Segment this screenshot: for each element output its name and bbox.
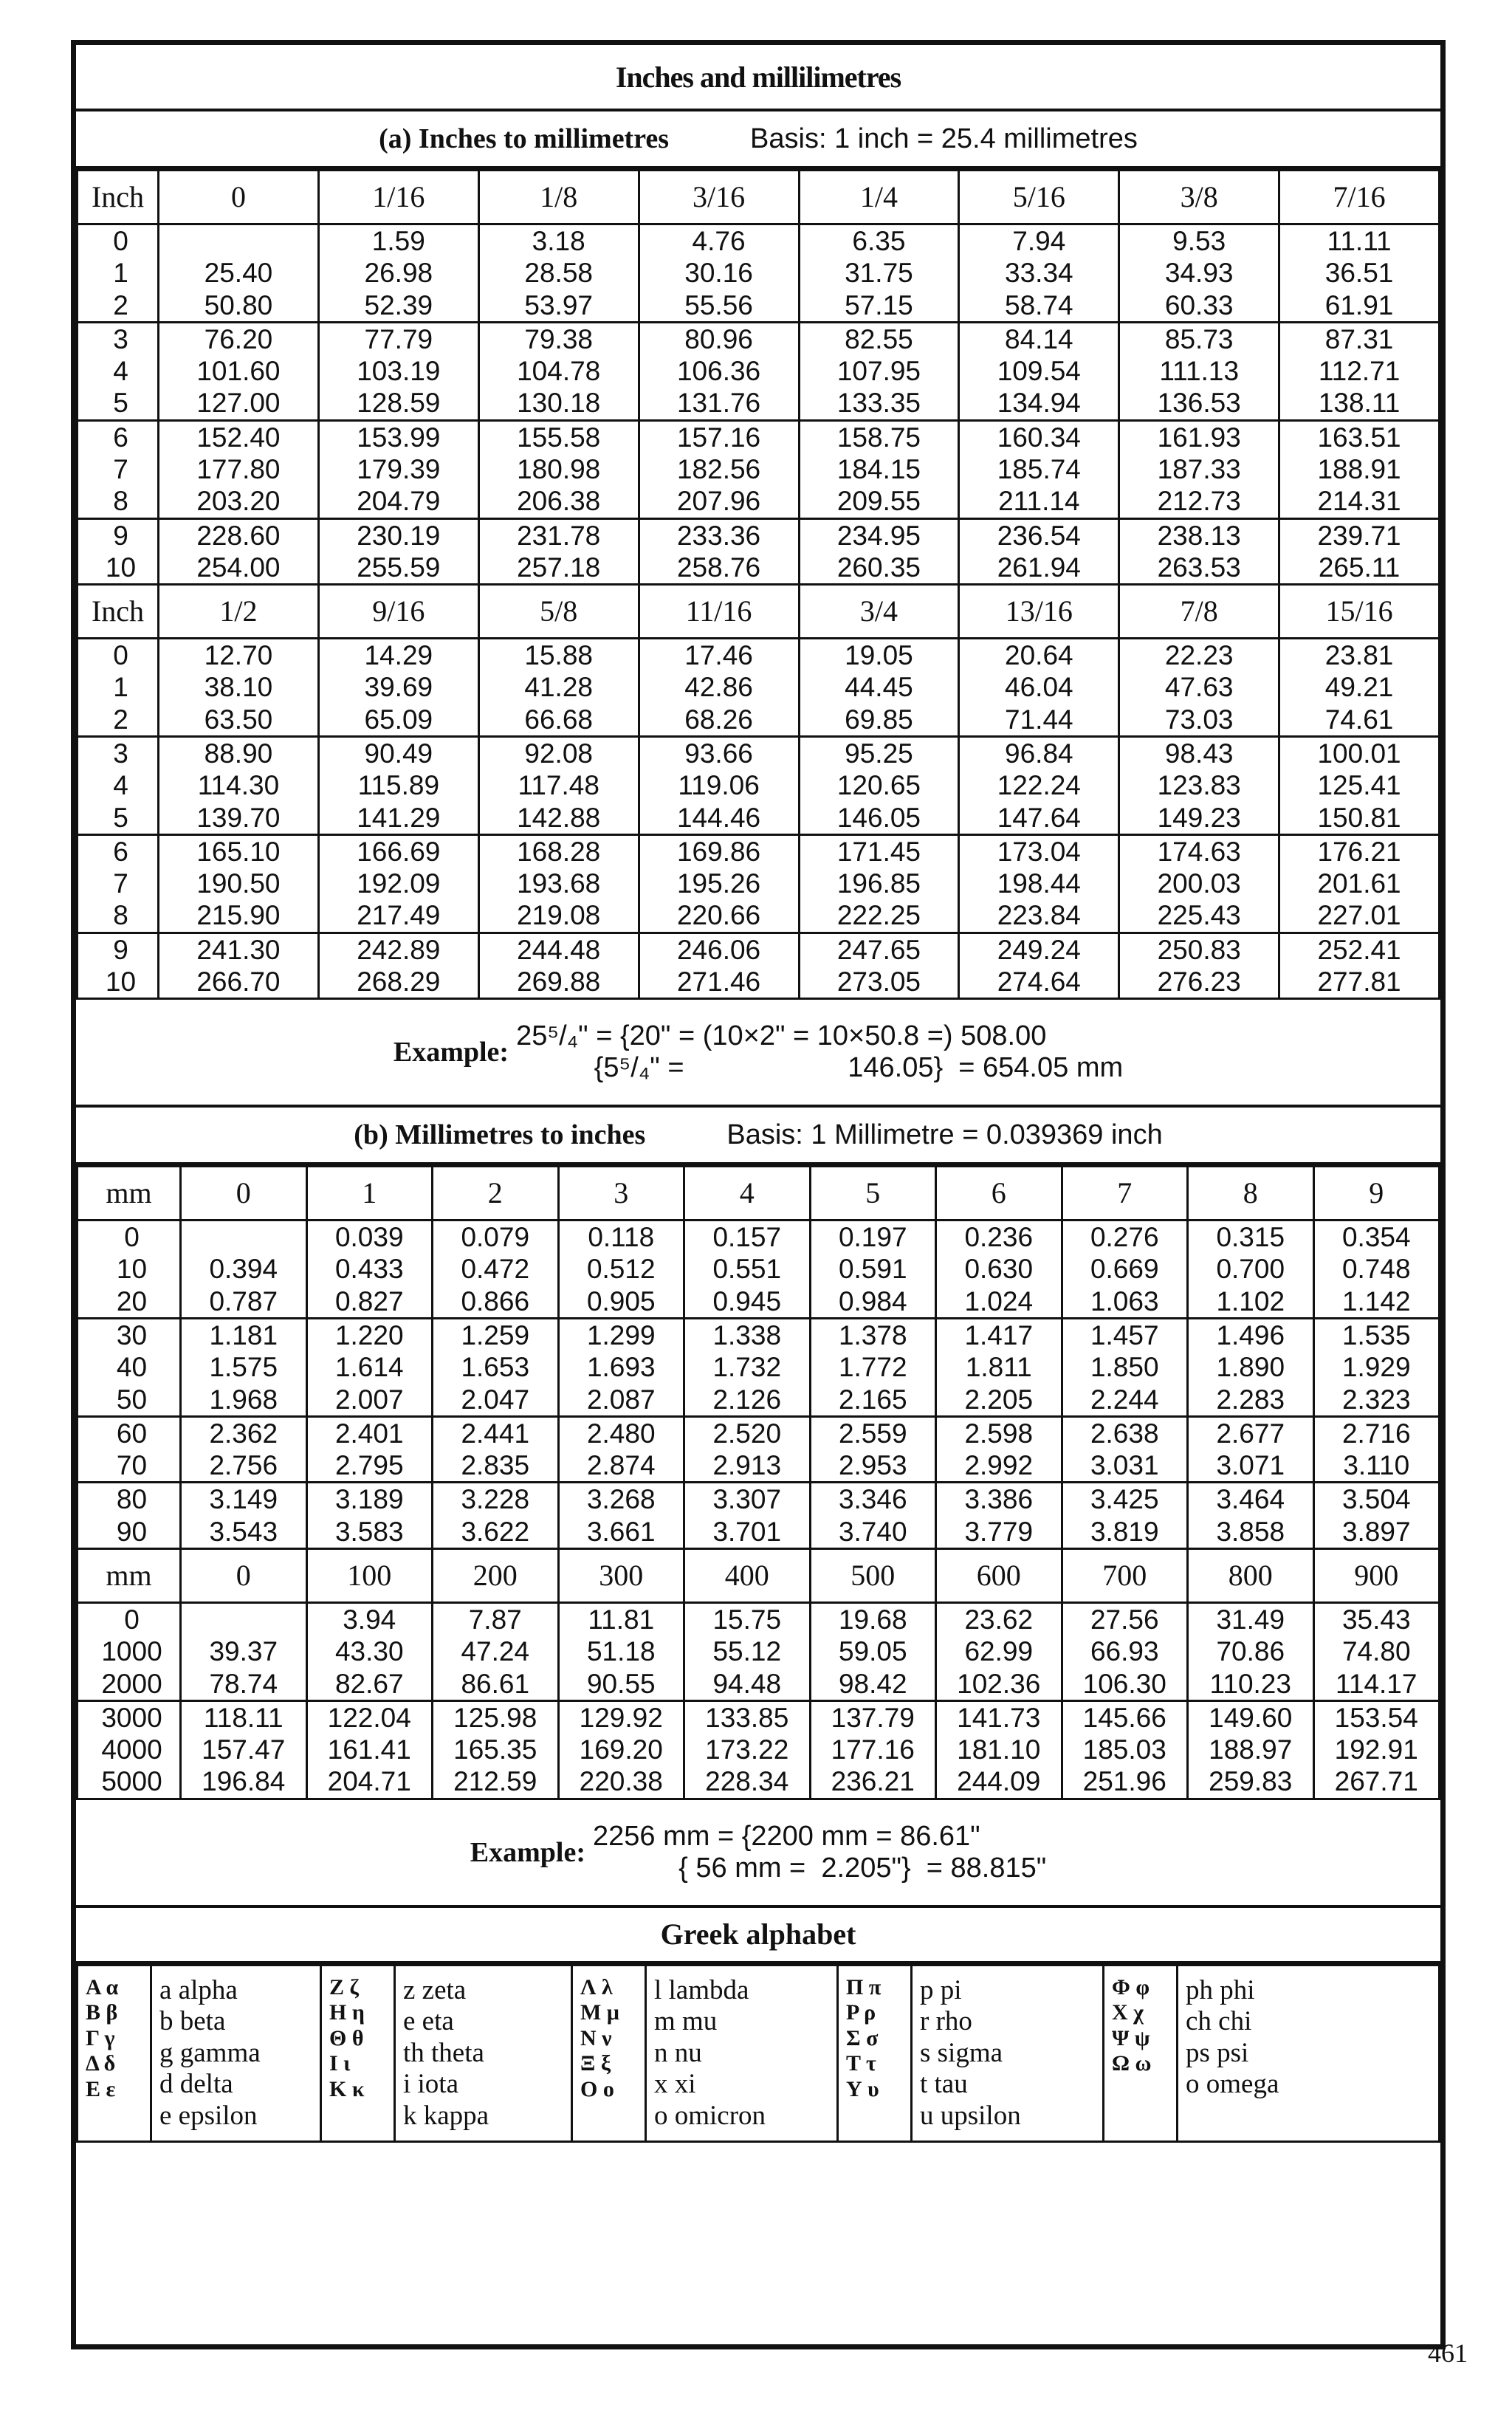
value-cell: 0.039 0.433 0.827 — [306, 1221, 433, 1319]
column-header: 9 — [1313, 1167, 1440, 1221]
column-header: 0 — [159, 171, 319, 224]
value-cell: 77.79 103.19 128.59 — [318, 322, 478, 420]
value-cell: 239.71 265.11 — [1279, 518, 1440, 585]
value-cell: 161.93 187.33 212.73 — [1119, 420, 1279, 518]
value-cell: 242.89 268.29 — [318, 933, 478, 999]
value-cell: 85.73 111.13 136.53 — [1119, 322, 1279, 420]
column-header: 7/8 — [1119, 585, 1279, 639]
column-header: 7 — [1062, 1167, 1188, 1221]
section-b-label: (b) Millimetres to inches — [354, 1119, 646, 1151]
table-row — [78, 322, 1440, 420]
value-cell: 84.14 109.54 134.94 — [959, 322, 1119, 420]
value-cell: 250.83 276.23 — [1119, 933, 1279, 999]
value-cell: 234.95 260.35 — [799, 518, 959, 585]
table-row — [78, 834, 1440, 933]
value-cell: 244.48 269.88 — [478, 933, 639, 999]
value-cell: 1.59 26.98 52.39 — [318, 224, 478, 323]
value-cell: 2.520 2.913 — [684, 1416, 811, 1483]
table-header-row — [78, 585, 1440, 639]
value-cell: 118.11 157.47 196.84 — [181, 1700, 307, 1799]
value-cell: 2.441 2.835 — [433, 1416, 559, 1483]
value-cell: 176.21 201.61 227.01 — [1279, 834, 1440, 933]
greek-symbols: Π π Ρ ρ Σ σ Τ τ Υ υ — [838, 1965, 912, 2142]
value-cell: 163.51 188.91 214.31 — [1279, 420, 1440, 518]
greek-alphabet-title: Greek alphabet — [76, 1908, 1440, 1964]
value-cell: 87.31 112.71 138.11 — [1279, 322, 1440, 420]
value-cell: 129.92 169.20 220.38 — [558, 1700, 684, 1799]
column-header: 300 — [558, 1549, 684, 1603]
inches-to-mm-table-1 — [76, 169, 1440, 586]
table-row — [78, 420, 1440, 518]
table-row — [78, 1319, 1440, 1417]
column-header: 1 — [306, 1167, 433, 1221]
column-header: 5 — [810, 1167, 936, 1221]
value-cell: 14.29 39.69 65.09 — [318, 639, 478, 737]
value-cell: 3.18 28.58 53.97 — [478, 224, 639, 323]
value-cell: 3.346 3.740 — [810, 1483, 936, 1549]
column-header: 1/8 — [478, 171, 639, 224]
page-title: Inches and millilimetres — [76, 45, 1440, 111]
column-header: 3/16 — [639, 171, 799, 224]
value-cell: 11.81 51.18 90.55 — [558, 1603, 684, 1701]
value-cell: 125.98 165.35 212.59 — [433, 1700, 559, 1799]
row-label-cell: 9 10 — [78, 933, 159, 999]
value-cell: 100.01 125.41 150.81 — [1279, 736, 1440, 834]
table-row — [78, 1221, 1440, 1319]
value-cell: 0.157 0.551 0.945 — [684, 1221, 811, 1319]
value-cell: 7.87 47.24 86.61 — [433, 1603, 559, 1701]
section-a-header — [76, 111, 1440, 169]
greek-names: p pi r rho s sigma t tau u upsilon — [912, 1965, 1104, 2142]
value-cell: 12.70 38.10 63.50 — [159, 639, 319, 737]
value-cell: 145.66 185.03 251.96 — [1062, 1700, 1188, 1799]
value-cell: 1.338 1.732 2.126 — [684, 1319, 811, 1417]
greek-alphabet-table — [76, 1964, 1440, 2143]
value-cell: 19.68 59.05 98.42 — [810, 1603, 936, 1701]
value-cell: 3.189 3.583 — [306, 1483, 433, 1549]
greek-row — [78, 1965, 1440, 2142]
value-cell: 19.05 44.45 69.85 — [799, 639, 959, 737]
value-cell: 233.36 258.76 — [639, 518, 799, 585]
value-cell: 90.49 115.89 141.29 — [318, 736, 478, 834]
value-cell: 2.362 2.756 — [181, 1416, 307, 1483]
table-header-row — [78, 171, 1440, 224]
value-cell: 153.54 192.91 267.71 — [1313, 1700, 1440, 1799]
value-cell: 168.28 193.68 219.08 — [478, 834, 639, 933]
table-row — [78, 1603, 1440, 1701]
value-cell: 25.40 50.80 — [159, 224, 319, 323]
value-cell: 252.41 277.81 — [1279, 933, 1440, 999]
section-b-basis: Basis: 1 Millimetre = 0.039369 inch — [726, 1119, 1163, 1150]
section-a-example — [76, 1000, 1440, 1108]
value-cell: 15.75 55.12 94.48 — [684, 1603, 811, 1701]
value-cell: 0.118 0.512 0.905 — [558, 1221, 684, 1319]
table-row — [78, 1700, 1440, 1799]
value-cell: 133.85 173.22 228.34 — [684, 1700, 811, 1799]
table-header-row — [78, 1167, 1440, 1221]
row-label-cell: 3 4 5 — [78, 322, 159, 420]
section-a-label: (a) Inches to millimetres — [379, 123, 670, 154]
value-cell: 31.49 70.86 110.23 — [1188, 1603, 1314, 1701]
value-cell: 1.535 1.929 2.323 — [1313, 1319, 1440, 1417]
column-header: 400 — [684, 1549, 811, 1603]
greek-names: a alpha b beta g gamma d delta e epsilon — [151, 1965, 321, 2142]
column-header: 15/16 — [1279, 585, 1440, 639]
section-b-example — [76, 1800, 1440, 1908]
value-cell: 174.63 200.03 225.43 — [1119, 834, 1279, 933]
column-header: 0 — [181, 1167, 307, 1221]
value-cell: 76.20 101.60 127.00 — [159, 322, 319, 420]
value-cell: 7.94 33.34 58.74 — [959, 224, 1119, 323]
value-cell: 3.386 3.779 — [936, 1483, 1062, 1549]
column-header: Inch — [78, 171, 159, 224]
table-row — [78, 518, 1440, 585]
row-label-cell: 60 70 — [78, 1416, 181, 1483]
column-header: 3 — [558, 1167, 684, 1221]
value-cell: 20.64 46.04 71.44 — [959, 639, 1119, 737]
value-cell: 1.496 1.890 2.283 — [1188, 1319, 1314, 1417]
value-cell: 158.75 184.15 209.55 — [799, 420, 959, 518]
column-header: 3/4 — [799, 585, 959, 639]
value-cell: 88.90 114.30 139.70 — [159, 736, 319, 834]
column-header: 1/4 — [799, 171, 959, 224]
example-formula: 2256 mm = {2200 mm = 86.61" { 56 mm = 2.205"} = 88.815" — [592, 1820, 1047, 1884]
value-cell: 3.94 43.30 82.67 — [306, 1603, 433, 1701]
value-cell: 3.464 3.858 — [1188, 1483, 1314, 1549]
column-header: 500 — [810, 1549, 936, 1603]
row-label-cell: 3000 4000 5000 — [78, 1700, 181, 1799]
greek-names: z zeta e eta th theta i iota k kappa — [395, 1965, 572, 2142]
row-label-cell: 0 1000 2000 — [78, 1603, 181, 1701]
value-cell: 236.54 261.94 — [959, 518, 1119, 585]
value-cell: 246.06 271.46 — [639, 933, 799, 999]
value-cell: 3.228 3.622 — [433, 1483, 559, 1549]
value-cell: 22.23 47.63 73.03 — [1119, 639, 1279, 737]
value-cell: 2.716 3.110 — [1313, 1416, 1440, 1483]
greek-symbols: Φ φ Χ χ Ψ ψ Ω ω — [1104, 1965, 1178, 2142]
section-b-header — [76, 1108, 1440, 1165]
value-cell: 39.37 78.74 — [181, 1603, 307, 1701]
greek-names: ph phi ch chi ps psi o omega — [1178, 1965, 1440, 2142]
value-cell: 2.677 3.071 — [1188, 1416, 1314, 1483]
table-row — [78, 1483, 1440, 1549]
conversion-tables-page — [71, 40, 1446, 2349]
value-cell: 238.13 263.53 — [1119, 518, 1279, 585]
value-cell: 3.268 3.661 — [558, 1483, 684, 1549]
value-cell: 3.307 3.701 — [684, 1483, 811, 1549]
column-header: Inch — [78, 585, 159, 639]
column-header: 900 — [1313, 1549, 1440, 1603]
value-cell: 166.69 192.09 217.49 — [318, 834, 478, 933]
column-header: 3/8 — [1119, 171, 1279, 224]
value-cell: 152.40 177.80 203.20 — [159, 420, 319, 518]
row-label-cell: 9 10 — [78, 518, 159, 585]
table-row — [78, 933, 1440, 999]
value-cell: 15.88 41.28 66.68 — [478, 639, 639, 737]
value-cell: 155.58 180.98 206.38 — [478, 420, 639, 518]
column-header: 4 — [684, 1167, 811, 1221]
column-header: 8 — [1188, 1167, 1314, 1221]
value-cell: 249.24 274.64 — [959, 933, 1119, 999]
value-cell: 82.55 107.95 133.35 — [799, 322, 959, 420]
value-cell: 0.197 0.591 0.984 — [810, 1221, 936, 1319]
value-cell: 0.236 0.630 1.024 — [936, 1221, 1062, 1319]
table-row — [78, 639, 1440, 737]
value-cell: 0.079 0.472 0.866 — [433, 1221, 559, 1319]
value-cell: 4.76 30.16 55.56 — [639, 224, 799, 323]
column-header: 100 — [306, 1549, 433, 1603]
value-cell: 2.559 2.953 — [810, 1416, 936, 1483]
column-header: 600 — [936, 1549, 1062, 1603]
column-header: 1/16 — [318, 171, 478, 224]
value-cell: 98.43 123.83 149.23 — [1119, 736, 1279, 834]
value-cell: 1.378 1.772 2.165 — [810, 1319, 936, 1417]
value-cell: 6.35 31.75 57.15 — [799, 224, 959, 323]
column-header: 2 — [433, 1167, 559, 1221]
value-cell: 2.480 2.874 — [558, 1416, 684, 1483]
row-label-cell: 6 7 8 — [78, 420, 159, 518]
value-cell: 23.81 49.21 74.61 — [1279, 639, 1440, 737]
value-cell: 2.598 2.992 — [936, 1416, 1062, 1483]
value-cell: 11.11 36.51 61.91 — [1279, 224, 1440, 323]
value-cell: 1.417 1.811 2.205 — [936, 1319, 1062, 1417]
value-cell: 92.08 117.48 142.88 — [478, 736, 639, 834]
value-cell: 0.354 0.748 1.142 — [1313, 1221, 1440, 1319]
value-cell: 1.457 1.850 2.244 — [1062, 1319, 1188, 1417]
table-row — [78, 224, 1440, 323]
table-row — [78, 1416, 1440, 1483]
greek-symbols: Α α Β β Γ γ Δ δ Ε ε — [78, 1965, 151, 2142]
value-cell: 95.25 120.65 146.05 — [799, 736, 959, 834]
column-header: 700 — [1062, 1549, 1188, 1603]
value-cell: 160.34 185.74 211.14 — [959, 420, 1119, 518]
row-label-cell: 3 4 5 — [78, 736, 159, 834]
column-header: 11/16 — [639, 585, 799, 639]
row-label-cell: 6 7 8 — [78, 834, 159, 933]
column-header: 5/8 — [478, 585, 639, 639]
value-cell: 23.62 62.99 102.36 — [936, 1603, 1062, 1701]
value-cell: 157.16 182.56 207.96 — [639, 420, 799, 518]
column-header: 13/16 — [959, 585, 1119, 639]
value-cell: 137.79 177.16 236.21 — [810, 1700, 936, 1799]
column-header: 0 — [181, 1549, 307, 1603]
inches-to-mm-table-2 — [76, 583, 1440, 1000]
table-row — [78, 736, 1440, 834]
value-cell: 1.220 1.614 2.007 — [306, 1319, 433, 1417]
value-cell: 0.315 0.700 1.102 — [1188, 1221, 1314, 1319]
value-cell: 3.425 3.819 — [1062, 1483, 1188, 1549]
value-cell: 0.276 0.669 1.063 — [1062, 1221, 1188, 1319]
value-cell: 169.86 195.26 220.66 — [639, 834, 799, 933]
value-cell: 35.43 74.80 114.17 — [1313, 1603, 1440, 1701]
value-cell: 96.84 122.24 147.64 — [959, 736, 1119, 834]
page-number: 461 — [1428, 2338, 1468, 2368]
section-a-basis: Basis: 1 inch = 25.4 millimetres — [750, 123, 1138, 154]
example-label: Example: — [393, 1037, 509, 1068]
row-label-cell: 0 1 2 — [78, 639, 159, 737]
value-cell: 27.56 66.93 106.30 — [1062, 1603, 1188, 1701]
column-header: 6 — [936, 1167, 1062, 1221]
mm-to-inches-table-2 — [76, 1548, 1440, 1800]
value-cell: 231.78 257.18 — [478, 518, 639, 585]
value-cell: 165.10 190.50 215.90 — [159, 834, 319, 933]
value-cell: 93.66 119.06 144.46 — [639, 736, 799, 834]
table-header-row — [78, 1549, 1440, 1603]
greek-symbols: Ζ ζ Η η Θ θ Ι ι Κ κ — [321, 1965, 395, 2142]
column-header: 800 — [1188, 1549, 1314, 1603]
mm-to-inches-table-1 — [76, 1165, 1440, 1550]
value-cell: 141.73 181.10 244.09 — [936, 1700, 1062, 1799]
value-cell: 79.38 104.78 130.18 — [478, 322, 639, 420]
column-header: 1/2 — [159, 585, 319, 639]
column-header: 200 — [433, 1549, 559, 1603]
column-header: mm — [78, 1549, 181, 1603]
greek-names: l lambda m mu n nu x xi o omicron — [646, 1965, 838, 2142]
value-cell: 2.401 2.795 — [306, 1416, 433, 1483]
column-header: 7/16 — [1279, 171, 1440, 224]
value-cell: 153.99 179.39 204.79 — [318, 420, 478, 518]
example-label: Example: — [470, 1836, 585, 1868]
value-cell: 173.04 198.44 223.84 — [959, 834, 1119, 933]
value-cell: 3.504 3.897 — [1313, 1483, 1440, 1549]
value-cell: 122.04 161.41 204.71 — [306, 1700, 433, 1799]
value-cell: 241.30 266.70 — [159, 933, 319, 999]
row-label-cell: 0 10 20 — [78, 1221, 181, 1319]
column-header: 5/16 — [959, 171, 1119, 224]
value-cell: 1.181 1.575 1.968 — [181, 1319, 307, 1417]
value-cell: 2.638 3.031 — [1062, 1416, 1188, 1483]
value-cell: 247.65 273.05 — [799, 933, 959, 999]
row-label-cell: 0 1 2 — [78, 224, 159, 323]
value-cell: 3.149 3.543 — [181, 1483, 307, 1549]
greek-symbols: Λ λ Μ μ Ν ν Ξ ξ Ο ο — [572, 1965, 646, 2142]
value-cell: 1.299 1.693 2.087 — [558, 1319, 684, 1417]
value-cell: 228.60 254.00 — [159, 518, 319, 585]
column-header: 9/16 — [318, 585, 478, 639]
value-cell: 17.46 42.86 68.26 — [639, 639, 799, 737]
value-cell: 9.53 34.93 60.33 — [1119, 224, 1279, 323]
value-cell: 80.96 106.36 131.76 — [639, 322, 799, 420]
value-cell: 0.394 0.787 — [181, 1221, 307, 1319]
value-cell: 171.45 196.85 222.25 — [799, 834, 959, 933]
value-cell: 230.19 255.59 — [318, 518, 478, 585]
example-formula: 25⁵/₄" = {20" = (10×2" = 10×50.8 =) 508.00 {5⁵/₄" = 146.05} = 654.05 mm — [516, 1020, 1124, 1084]
value-cell: 1.259 1.653 2.047 — [433, 1319, 559, 1417]
value-cell: 149.60 188.97 259.83 — [1188, 1700, 1314, 1799]
column-header: mm — [78, 1167, 181, 1221]
row-label-cell: 80 90 — [78, 1483, 181, 1549]
row-label-cell: 30 40 50 — [78, 1319, 181, 1417]
